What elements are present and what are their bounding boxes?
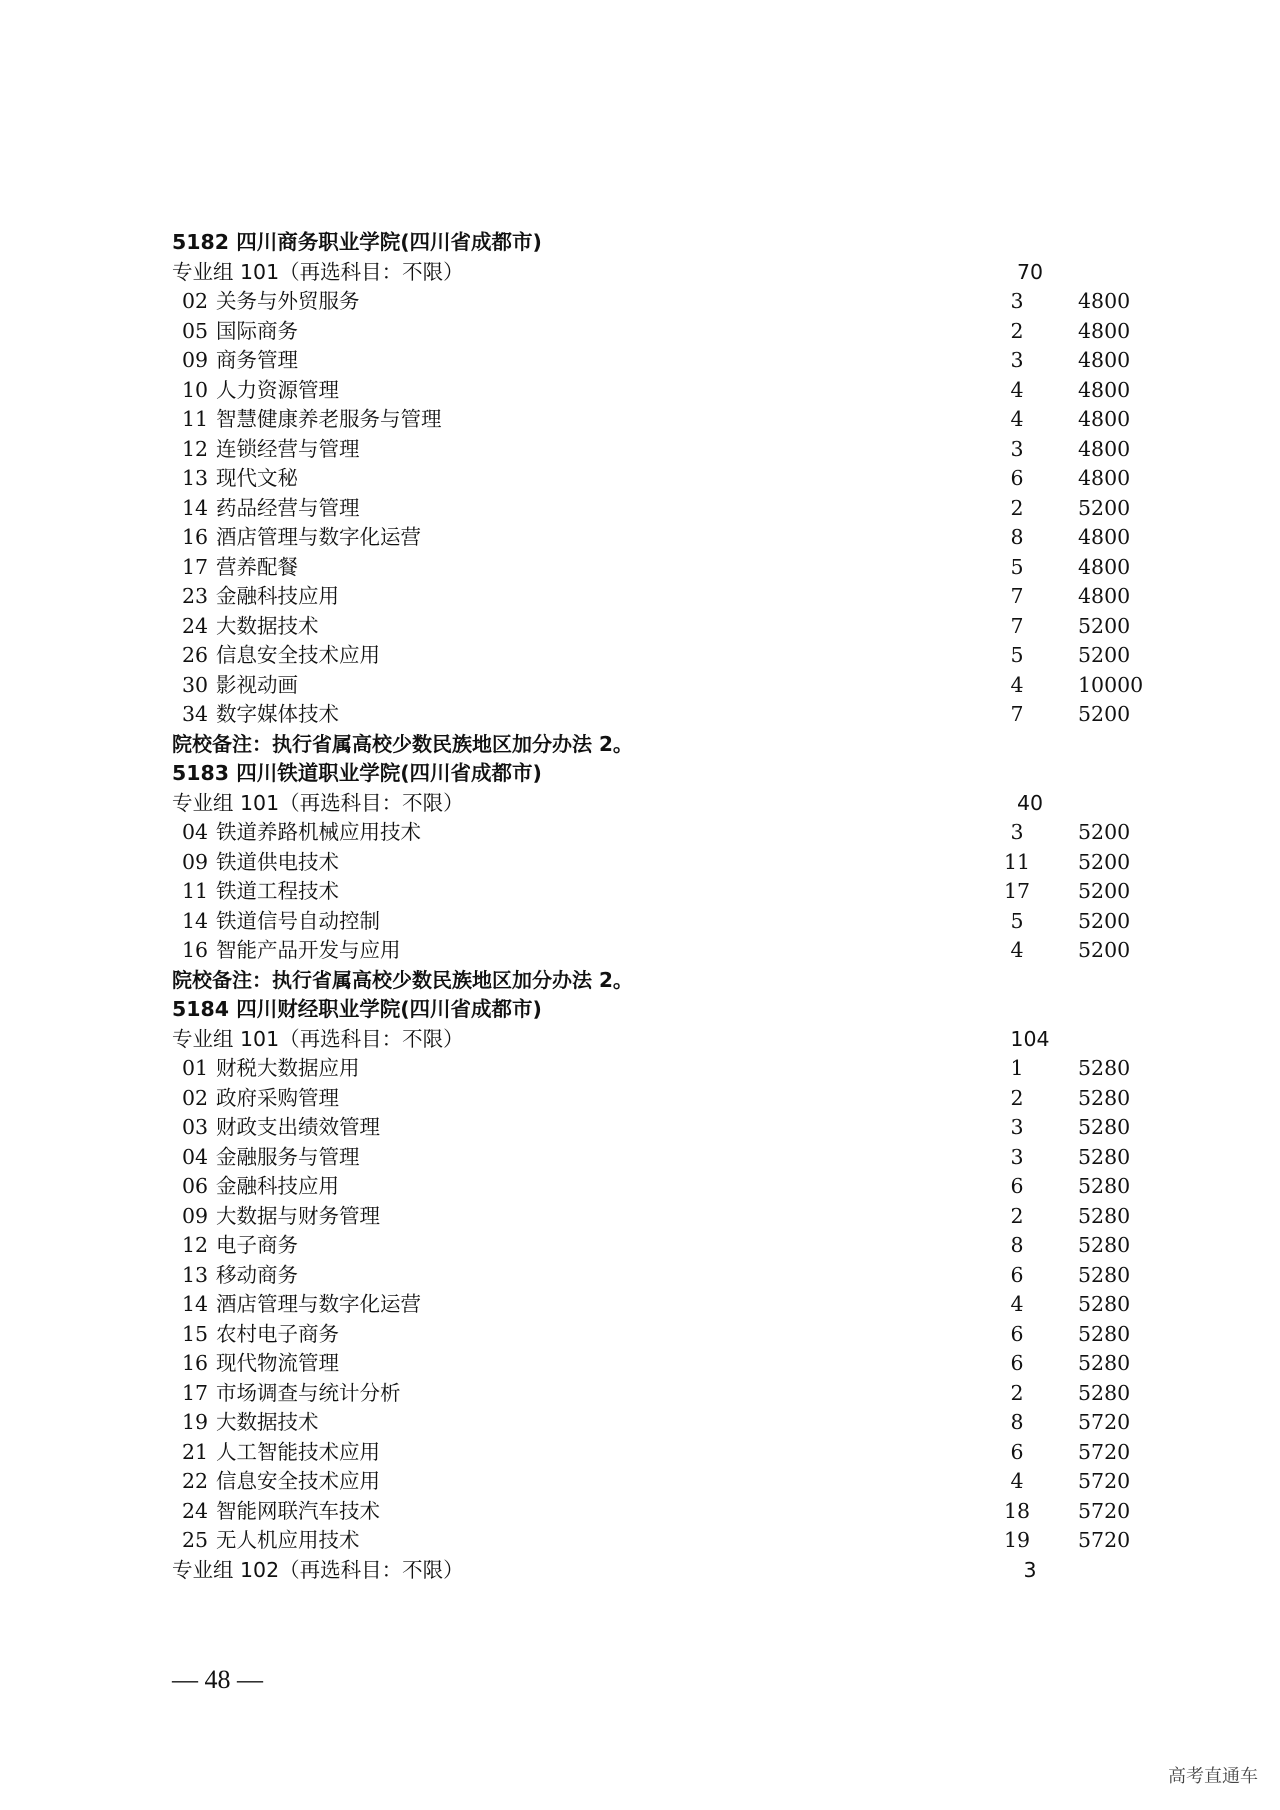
plan-count: 6	[1010, 1321, 1024, 1346]
major-row	[0, 464, 1280, 494]
major-name: 铁道工程技术	[216, 879, 339, 903]
tuition-fee: 5280	[1078, 1292, 1131, 1316]
major-code: 05	[182, 318, 209, 343]
major-row	[0, 1054, 1280, 1084]
tuition-fee: 4800	[1078, 466, 1131, 490]
tuition-fee: 4800	[1078, 318, 1131, 343]
plan-count: 2	[1010, 318, 1024, 343]
major-name-cell	[182, 641, 380, 671]
major-code: 10	[182, 377, 209, 402]
plan-count: 3	[1010, 1115, 1024, 1139]
major-name: 电子商务	[216, 1233, 298, 1257]
tuition-fee: 4800	[1078, 436, 1131, 461]
major-name-cell	[182, 877, 339, 907]
major-row	[0, 641, 1280, 671]
major-row	[0, 1320, 1280, 1350]
plan-count: 7	[1010, 584, 1024, 608]
major-code: 03	[182, 1115, 209, 1139]
major-name: 营养配餐	[216, 554, 298, 579]
major-row	[0, 818, 1280, 848]
major-name: 铁道信号自动控制	[216, 908, 380, 933]
major-name-cell	[182, 1320, 339, 1350]
tuition-fee: 5720	[1078, 1528, 1131, 1552]
major-code: 23	[182, 584, 209, 608]
major-name: 国际商务	[216, 318, 298, 343]
major-code: 19	[182, 1410, 209, 1434]
major-code: 21	[182, 1439, 209, 1464]
major-name: 智能网联汽车技术	[216, 1498, 380, 1523]
major-code: 34	[182, 702, 209, 726]
major-name: 人力资源管理	[216, 377, 339, 402]
major-row	[0, 1231, 1280, 1261]
major-code: 14	[182, 908, 209, 933]
plan-count: 3	[1010, 436, 1024, 461]
major-code: 16	[182, 938, 209, 962]
major-code: 06	[182, 1174, 209, 1198]
major-name-cell	[182, 1497, 380, 1527]
major-code: 14	[182, 1292, 209, 1316]
plan-count: 4	[1010, 938, 1024, 962]
plan-count: 11	[1003, 849, 1031, 874]
major-row	[0, 671, 1280, 701]
major-name: 政府采购管理	[216, 1085, 339, 1110]
major-code: 02	[182, 289, 209, 313]
school-header: 5184 四川财经职业学院(四川省成都市)	[172, 997, 542, 1021]
major-name-cell	[182, 553, 298, 583]
major-row	[0, 1202, 1280, 1232]
plan-count: 5	[1010, 554, 1024, 579]
major-code: 02	[182, 1085, 209, 1110]
major-group-header: 专业组 102（再选科目：不限） 3	[172, 1557, 1037, 1582]
major-row	[0, 317, 1280, 347]
major-code: 09	[182, 849, 209, 874]
major-name: 财政支出绩效管理	[216, 1115, 380, 1139]
major-row	[0, 1408, 1280, 1438]
major-name-cell	[182, 1231, 298, 1261]
major-name: 大数据技术	[216, 613, 319, 638]
major-row	[0, 1290, 1280, 1320]
plan-count: 5	[1010, 908, 1024, 933]
major-list	[0, 818, 1280, 966]
major-code: 17	[182, 554, 209, 579]
major-row	[0, 1172, 1280, 1202]
tuition-fee: 5200	[1078, 849, 1131, 874]
major-row	[0, 1349, 1280, 1379]
plan-count: 6	[1010, 1351, 1024, 1375]
major-code: 24	[182, 1498, 209, 1523]
major-name-cell	[182, 1526, 360, 1556]
major-name: 金融服务与管理	[216, 1144, 360, 1169]
major-name: 市场调查与统计分析	[216, 1380, 401, 1405]
plan-count: 6	[1010, 466, 1024, 490]
plan-count: 8	[1010, 1410, 1024, 1434]
tuition-fee: 5280	[1078, 1233, 1131, 1257]
major-code: 26	[182, 643, 209, 667]
tuition-fee: 5280	[1078, 1144, 1131, 1169]
tuition-fee: 5200	[1078, 702, 1131, 726]
major-row	[0, 936, 1280, 966]
major-name-cell	[182, 818, 421, 848]
major-name-cell	[182, 464, 298, 494]
plan-count: 3	[1010, 289, 1024, 313]
tuition-fee: 4800	[1078, 554, 1131, 579]
major-name-cell	[182, 1054, 360, 1084]
major-name-cell	[182, 1084, 339, 1114]
major-row	[0, 405, 1280, 435]
major-code: 01	[182, 1056, 209, 1080]
major-row	[0, 1438, 1280, 1468]
tuition-fee: 5280	[1078, 1115, 1131, 1139]
major-code: 22	[182, 1469, 209, 1493]
major-name-cell	[182, 582, 339, 612]
major-name: 药品经营与管理	[216, 495, 360, 520]
plan-count: 1	[1010, 1056, 1024, 1080]
tuition-fee: 5280	[1078, 1056, 1131, 1080]
plan-count: 8	[1010, 525, 1024, 549]
major-code: 25	[182, 1528, 209, 1552]
major-name: 酒店管理与数字化运营	[216, 525, 421, 549]
tuition-fee: 5200	[1078, 908, 1131, 933]
plan-count: 4	[1010, 1469, 1024, 1493]
major-row	[0, 612, 1280, 642]
major-name-cell	[182, 1438, 380, 1468]
tuition-fee: 5720	[1078, 1410, 1131, 1434]
major-row	[0, 523, 1280, 553]
major-row	[0, 376, 1280, 406]
major-name: 农村电子商务	[216, 1321, 339, 1346]
major-code: 15	[182, 1321, 209, 1346]
major-name-cell	[182, 346, 298, 376]
major-name-cell	[182, 1143, 360, 1173]
major-row	[0, 848, 1280, 878]
major-name: 人工智能技术应用	[216, 1439, 380, 1464]
major-row	[0, 435, 1280, 465]
major-code: 16	[182, 525, 209, 549]
tuition-fee: 5280	[1078, 1351, 1131, 1375]
plan-count: 6	[1010, 1262, 1024, 1287]
major-name: 智能产品开发与应用	[216, 938, 401, 962]
major-name-cell	[182, 317, 298, 347]
major-name-cell	[182, 936, 401, 966]
major-name: 连锁经营与管理	[216, 436, 360, 461]
major-name: 大数据技术	[216, 1410, 319, 1434]
major-row	[0, 1526, 1280, 1556]
major-code: 13	[182, 466, 209, 490]
major-name: 数字媒体技术	[216, 702, 339, 726]
major-name: 金融科技应用	[216, 584, 339, 608]
major-row	[0, 1467, 1280, 1497]
major-code: 09	[182, 1203, 209, 1228]
tuition-fee: 4800	[1078, 377, 1131, 402]
major-name: 信息安全技术应用	[216, 1469, 380, 1493]
plan-count: 4	[1010, 672, 1024, 697]
major-name: 金融科技应用	[216, 1174, 339, 1198]
major-name-cell	[182, 1467, 380, 1497]
major-row	[0, 1143, 1280, 1173]
tuition-fee: 5720	[1078, 1469, 1131, 1493]
major-code: 13	[182, 1262, 209, 1287]
plan-count: 3	[1010, 348, 1024, 372]
major-name-cell	[182, 523, 421, 553]
major-row	[0, 700, 1280, 730]
page-number: — 48 —	[172, 1665, 263, 1694]
tuition-fee: 5720	[1078, 1498, 1131, 1523]
plan-count: 4	[1010, 407, 1024, 431]
major-name-cell	[182, 700, 339, 730]
major-row	[0, 582, 1280, 612]
plan-count: 19	[1003, 1528, 1031, 1552]
major-name-cell	[182, 287, 360, 317]
major-name-cell	[182, 1290, 421, 1320]
plan-count: 2	[1010, 1203, 1024, 1228]
major-row	[0, 1379, 1280, 1409]
major-name-cell	[182, 494, 360, 524]
major-list	[0, 287, 1280, 730]
major-list	[0, 1054, 1280, 1556]
major-name: 现代物流管理	[216, 1351, 339, 1375]
plan-count: 3	[1010, 820, 1024, 844]
tuition-fee: 5200	[1078, 938, 1131, 962]
major-name: 现代文秘	[216, 466, 298, 490]
tuition-fee: 5200	[1078, 495, 1131, 520]
major-name: 铁道供电技术	[216, 849, 339, 874]
plan-count: 18	[1003, 1498, 1031, 1523]
major-name-cell	[182, 405, 442, 435]
major-code: 11	[182, 879, 209, 903]
major-name-cell	[182, 1349, 339, 1379]
major-code: 16	[182, 1351, 209, 1375]
major-name-cell	[182, 612, 319, 642]
tuition-fee: 4800	[1078, 407, 1131, 431]
major-name: 信息安全技术应用	[216, 643, 380, 667]
plan-count: 5	[1010, 643, 1024, 667]
plan-count: 7	[1010, 613, 1024, 638]
major-name: 大数据与财务管理	[216, 1203, 380, 1228]
tuition-fee: 4800	[1078, 525, 1131, 549]
major-name-cell	[182, 1408, 319, 1438]
major-code: 12	[182, 1233, 209, 1257]
major-code: 30	[182, 672, 209, 697]
major-row	[0, 1497, 1280, 1527]
tuition-fee: 5280	[1078, 1380, 1131, 1405]
plan-count: 2	[1010, 495, 1024, 520]
plan-count: 2	[1010, 1085, 1024, 1110]
tuition-fee: 5200	[1078, 820, 1131, 844]
tuition-fee: 5280	[1078, 1321, 1131, 1346]
tuition-fee: 4800	[1078, 289, 1131, 313]
major-row	[0, 1084, 1280, 1114]
major-name-cell	[182, 435, 360, 465]
major-row	[0, 287, 1280, 317]
major-row	[0, 1113, 1280, 1143]
plan-count: 4	[1010, 1292, 1024, 1316]
plan-count: 7	[1010, 702, 1024, 726]
watermark: 高考直通车	[1168, 1766, 1258, 1787]
major-code: 11	[182, 407, 209, 431]
tuition-fee: 5280	[1078, 1085, 1131, 1110]
tuition-fee: 5280	[1078, 1174, 1131, 1198]
major-name: 影视动画	[216, 672, 298, 697]
major-row	[0, 1261, 1280, 1291]
major-code: 14	[182, 495, 209, 520]
major-name: 商务管理	[216, 348, 298, 372]
major-code: 09	[182, 348, 209, 372]
major-code: 12	[182, 436, 209, 461]
major-name: 无人机应用技术	[216, 1528, 360, 1552]
plan-count: 17	[1003, 879, 1031, 903]
tuition-fee: 5200	[1078, 613, 1131, 638]
major-name-cell	[182, 1113, 380, 1143]
school-note: 院校备注：执行省属高校少数民族地区加分办法 2。	[172, 731, 633, 756]
major-row	[0, 494, 1280, 524]
major-row	[0, 553, 1280, 583]
major-name: 关务与外贸服务	[216, 289, 360, 313]
major-group-header: 专业组 101（再选科目：不限） 70	[172, 259, 1044, 284]
school-header: 5183 四川铁道职业学院(四川省成都市)	[172, 761, 542, 785]
major-name: 财税大数据应用	[216, 1056, 360, 1080]
major-code: 17	[182, 1380, 209, 1405]
major-name-cell	[182, 671, 298, 701]
school-header: 5182 四川商务职业学院(四川省成都市)	[172, 230, 542, 254]
tuition-fee: 4800	[1078, 348, 1131, 372]
major-code: 04	[182, 820, 209, 844]
major-row	[0, 907, 1280, 937]
tuition-fee: 5200	[1078, 643, 1131, 667]
tuition-fee: 5720	[1078, 1439, 1131, 1464]
plan-count: 8	[1010, 1233, 1024, 1257]
plan-count: 4	[1010, 377, 1024, 402]
major-code: 24	[182, 613, 209, 638]
school-note: 院校备注：执行省属高校少数民族地区加分办法 2。	[172, 967, 633, 992]
admission-plan-document	[0, 228, 1280, 1585]
major-row	[0, 877, 1280, 907]
major-name: 铁道养路机械应用技术	[216, 820, 421, 844]
major-name-cell	[182, 376, 339, 406]
major-name-cell	[182, 1202, 380, 1232]
tuition-fee: 5280	[1078, 1203, 1131, 1228]
plan-count: 2	[1010, 1380, 1024, 1405]
major-name-cell	[182, 848, 339, 878]
tuition-fee: 5200	[1078, 879, 1131, 903]
major-name-cell	[182, 1379, 401, 1409]
major-name-cell	[182, 907, 380, 937]
major-name: 移动商务	[216, 1262, 298, 1287]
plan-count: 6	[1010, 1174, 1024, 1198]
plan-count: 3	[1010, 1144, 1024, 1169]
major-name: 酒店管理与数字化运营	[216, 1292, 421, 1316]
major-name-cell	[182, 1172, 339, 1202]
major-name-cell	[182, 1261, 298, 1291]
tuition-fee: 4800	[1078, 584, 1131, 608]
major-row	[0, 346, 1280, 376]
plan-count: 6	[1010, 1439, 1024, 1464]
major-name: 智慧健康养老服务与管理	[216, 407, 442, 431]
tuition-fee: 5280	[1078, 1262, 1131, 1287]
major-group-header: 专业组 101（再选科目：不限） 40	[172, 790, 1044, 815]
tuition-fee: 10000	[1078, 672, 1144, 697]
major-code: 04	[182, 1144, 209, 1169]
major-group-header: 专业组 101（再选科目：不限） 104	[172, 1026, 1050, 1051]
